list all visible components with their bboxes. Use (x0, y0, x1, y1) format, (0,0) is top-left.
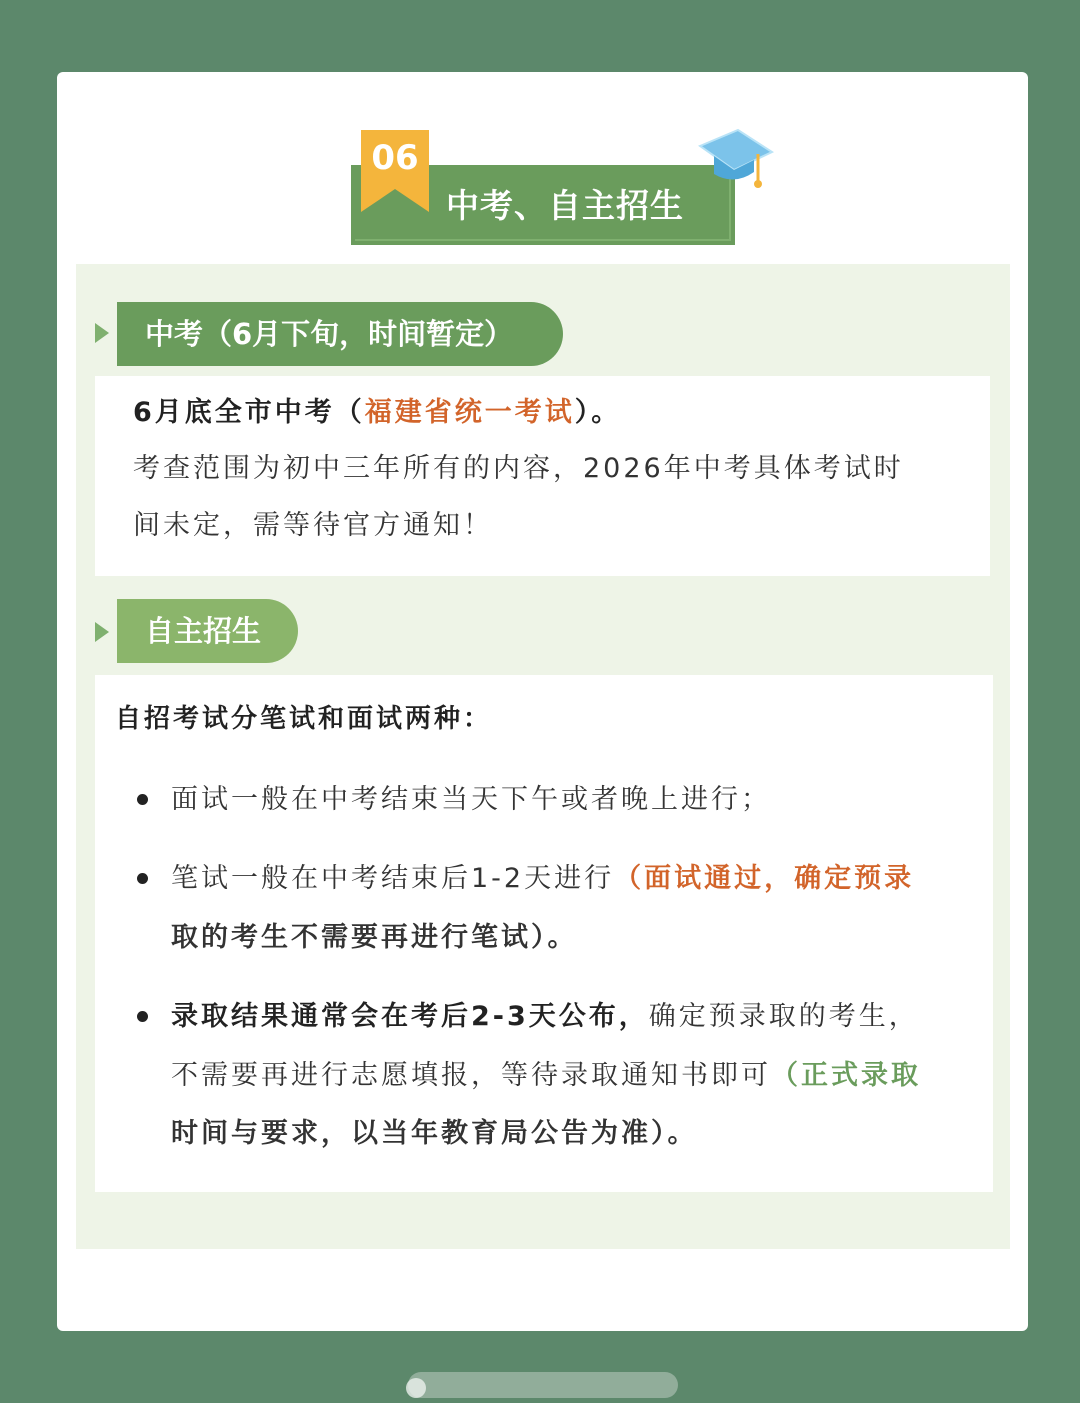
zhongkao-line-1 (133, 393, 621, 433)
zhongkao-line-1-end: ）。 (574, 397, 622, 428)
bullet-3-line-1 (171, 997, 919, 1037)
bullet-3-line-2 (171, 1056, 921, 1096)
arrow-right-icon (95, 323, 109, 343)
bullet-2-note-a: （面试通过，确定预录 (614, 863, 915, 894)
page-title: 中考、自主招生 (446, 186, 684, 225)
bullet-3-note-b: 时间与要求，以当年教育局公告为准）。 (171, 1118, 698, 1149)
zhongkao-exam-type: 福建省统一考试 (364, 397, 575, 428)
bullet-1-text: 面试一般在中考结束当天下午或者晚上进行； (171, 784, 771, 815)
graduation-cap-icon (698, 124, 774, 200)
watermark-logo (406, 1378, 426, 1398)
bullet-2-line-1 (171, 859, 914, 899)
bullet-3-bold: 录取结果通常会在考后2-3天公布， (171, 1001, 649, 1032)
watermark (408, 1372, 678, 1398)
bullet-dot (137, 1011, 148, 1022)
bullet-2-text: 笔试一般在中考结束后1-2天进行 (171, 863, 615, 894)
bullet-3-text: 确定预录取的考生， (648, 1001, 919, 1032)
zizhu-intro: 自招考试分笔试和面试两种： (115, 704, 493, 734)
zhongkao-date: 6月底全市中考（ (133, 397, 365, 428)
bullet-3-line-2-text: 不需要再进行志愿填报，等待录取通知书即可 (171, 1060, 771, 1091)
zhongkao-line-2: 考查范围为初中三年所有的内容，2026年中考具体考试时 (133, 453, 904, 484)
bullet-2-note-b: 取的考生不需要再进行笔试）。 (171, 922, 578, 953)
section-heading-zizhu: 自主招生 (117, 599, 298, 663)
arrow-right-icon (95, 622, 109, 642)
bullet-dot (137, 873, 148, 884)
bullet-3-note-a: （正式录取 (771, 1060, 921, 1091)
section-number: 06 (371, 138, 419, 178)
section-heading-zhongkao: 中考（6月下旬，时间暂定） (117, 302, 563, 366)
bullet-dot (137, 794, 148, 805)
zhongkao-line-3: 间未定，需等待官方通知！ (133, 510, 493, 541)
